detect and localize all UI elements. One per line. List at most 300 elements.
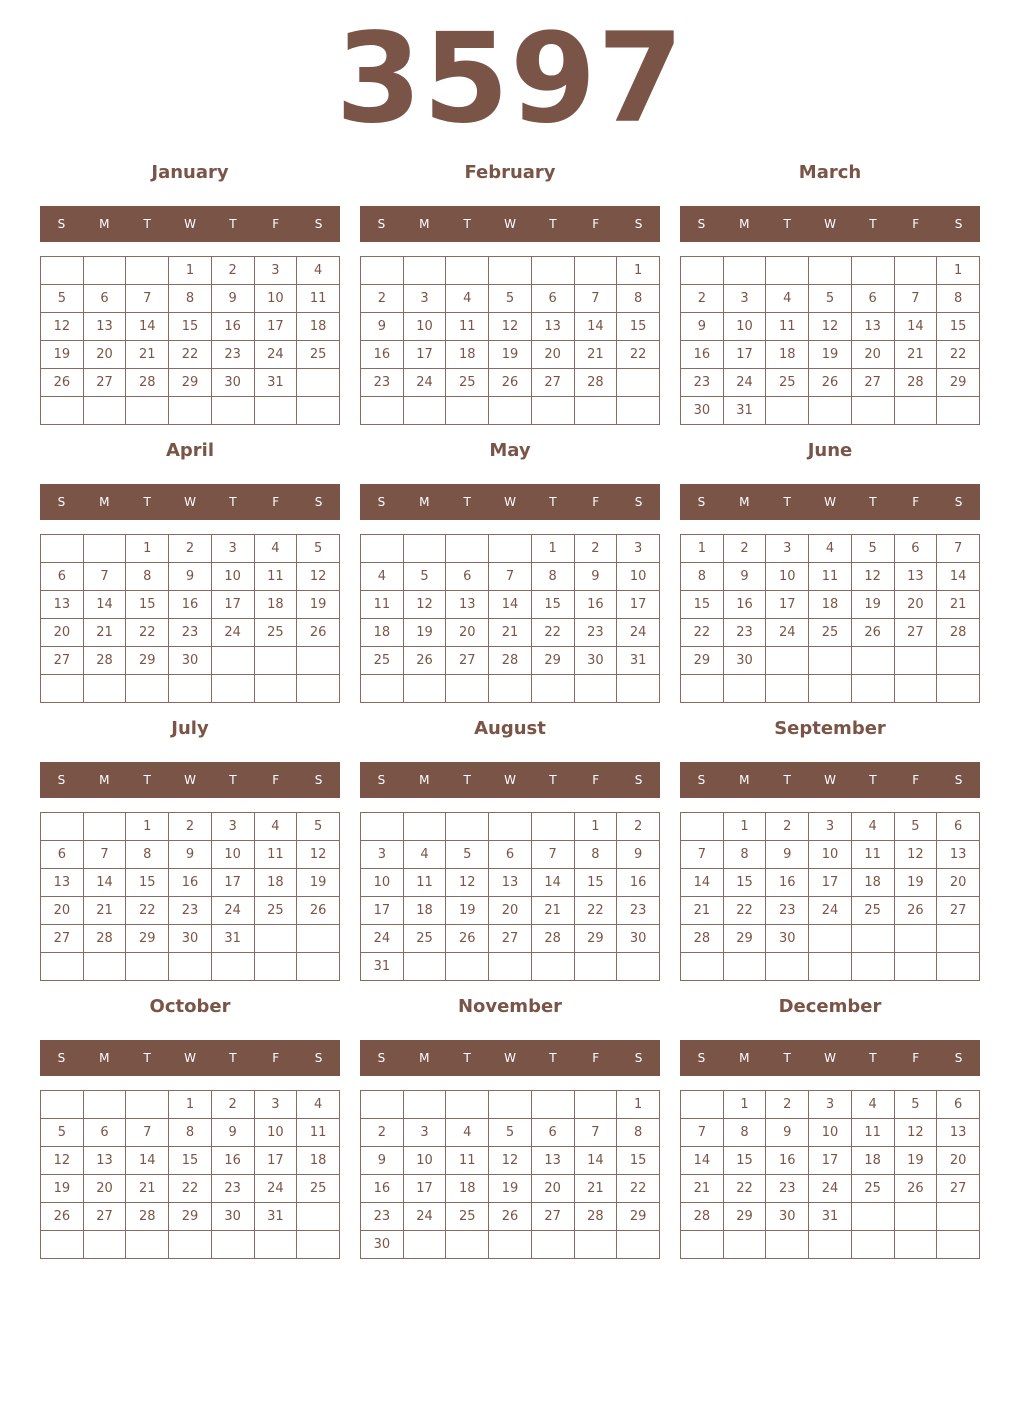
weekday-label: F (272, 217, 280, 231)
day-cell: 22 (723, 897, 766, 925)
day-cell: 20 (489, 897, 532, 925)
weekday-label: T (869, 495, 877, 509)
weekday-label: T (549, 217, 557, 231)
week-row (361, 535, 660, 563)
day-cell: 18 (254, 869, 297, 897)
week-row (41, 535, 340, 563)
empty-day-cell (489, 535, 532, 563)
day-cell: 8 (617, 1119, 660, 1147)
day-cell: 28 (574, 1203, 617, 1231)
day-cell: 14 (574, 313, 617, 341)
week-row (41, 1203, 340, 1231)
day-cell: 26 (894, 897, 937, 925)
day-cell: 14 (489, 591, 532, 619)
day-cell: 14 (894, 313, 937, 341)
weekday-header (360, 1040, 660, 1076)
empty-day-cell (809, 647, 852, 675)
day-cell: 13 (489, 869, 532, 897)
day-cell: 31 (617, 647, 660, 675)
day-cell: 30 (211, 1203, 254, 1231)
day-cell: 1 (169, 257, 212, 285)
empty-day-cell (169, 1231, 212, 1259)
empty-day-cell (894, 925, 937, 953)
weekday-label: W (184, 495, 196, 509)
day-cell: 29 (937, 369, 980, 397)
empty-day-cell (403, 1231, 446, 1259)
week-row (41, 841, 340, 869)
day-cell: 1 (723, 813, 766, 841)
day-cell: 1 (617, 257, 660, 285)
day-cell: 18 (446, 341, 489, 369)
week-row (681, 397, 980, 425)
empty-day-cell (254, 675, 297, 703)
day-cell: 30 (766, 925, 809, 953)
weekday-header (680, 484, 980, 520)
week-row (361, 1147, 660, 1175)
empty-day-cell (446, 397, 489, 425)
week-row (41, 1091, 340, 1119)
month-title: November (457, 996, 563, 1017)
day-cell: 23 (361, 1203, 404, 1231)
day-cell: 29 (169, 1203, 212, 1231)
day-cell: 12 (403, 591, 446, 619)
weekday-header (360, 484, 660, 520)
empty-day-cell (297, 1203, 340, 1231)
day-cell: 18 (809, 591, 852, 619)
day-cell: 15 (126, 869, 169, 897)
weekday-label: M (99, 773, 110, 787)
day-cell: 27 (41, 647, 84, 675)
day-cell: 5 (489, 285, 532, 313)
week-row (361, 619, 660, 647)
day-grid (360, 256, 660, 425)
empty-day-cell (489, 397, 532, 425)
empty-day-cell (126, 675, 169, 703)
empty-day-cell (723, 953, 766, 981)
empty-day-cell (254, 953, 297, 981)
day-grid (360, 534, 660, 703)
day-cell: 19 (403, 619, 446, 647)
day-cell: 4 (254, 813, 297, 841)
day-cell: 8 (126, 563, 169, 591)
empty-day-cell (809, 257, 852, 285)
day-cell: 20 (937, 1147, 980, 1175)
day-cell: 26 (297, 897, 340, 925)
empty-day-cell (851, 675, 894, 703)
day-cell: 3 (254, 1091, 297, 1119)
day-cell: 31 (211, 925, 254, 953)
day-cell: 18 (297, 1147, 340, 1175)
day-cell: 6 (489, 841, 532, 869)
empty-day-cell (723, 675, 766, 703)
day-cell: 2 (361, 1119, 404, 1147)
weekday-label: W (184, 1051, 196, 1065)
weekday-label: T (463, 495, 471, 509)
day-cell: 10 (254, 285, 297, 313)
weekday-label: S (697, 1051, 706, 1065)
empty-day-cell (531, 1231, 574, 1259)
day-cell: 4 (361, 563, 404, 591)
day-cell: 11 (809, 563, 852, 591)
day-cell: 11 (446, 313, 489, 341)
empty-day-cell (126, 397, 169, 425)
empty-day-cell (531, 953, 574, 981)
empty-day-cell (617, 953, 660, 981)
weekday-label: S (57, 1051, 66, 1065)
day-cell: 7 (937, 535, 980, 563)
weekday-header (40, 1040, 340, 1076)
day-cell: 21 (489, 619, 532, 647)
day-cell: 18 (297, 313, 340, 341)
day-cell: 23 (211, 1175, 254, 1203)
day-cell: 26 (851, 619, 894, 647)
weekday-label: M (419, 495, 430, 509)
day-grid (360, 812, 660, 981)
day-cell: 14 (83, 591, 126, 619)
empty-day-cell (617, 369, 660, 397)
empty-day-cell (254, 397, 297, 425)
week-row (41, 1147, 340, 1175)
week-row (681, 1147, 980, 1175)
week-row (681, 647, 980, 675)
day-cell: 3 (809, 1091, 852, 1119)
empty-day-cell (851, 953, 894, 981)
day-cell: 15 (169, 1147, 212, 1175)
week-row (681, 953, 980, 981)
day-cell: 20 (41, 897, 84, 925)
weekday-label: M (739, 773, 750, 787)
day-cell: 9 (361, 313, 404, 341)
week-row (41, 563, 340, 591)
day-cell: 16 (574, 591, 617, 619)
empty-day-cell (851, 647, 894, 675)
day-cell: 28 (489, 647, 532, 675)
month-title: June (807, 440, 853, 461)
day-cell: 7 (574, 285, 617, 313)
day-cell: 13 (851, 313, 894, 341)
day-cell: 28 (681, 925, 724, 953)
day-grid (680, 534, 980, 703)
day-cell: 26 (403, 647, 446, 675)
day-cell: 19 (41, 1175, 84, 1203)
day-cell: 24 (211, 897, 254, 925)
day-cell: 28 (83, 925, 126, 953)
day-cell: 27 (83, 369, 126, 397)
weekday-label: S (697, 773, 706, 787)
empty-day-cell (851, 925, 894, 953)
day-cell: 29 (126, 647, 169, 675)
week-row (361, 341, 660, 369)
empty-day-cell (41, 535, 84, 563)
day-cell: 15 (126, 591, 169, 619)
day-cell: 30 (169, 925, 212, 953)
day-cell: 24 (766, 619, 809, 647)
day-cell: 16 (211, 313, 254, 341)
day-cell: 25 (297, 1175, 340, 1203)
day-cell: 30 (361, 1231, 404, 1259)
empty-day-cell (126, 257, 169, 285)
day-cell: 26 (894, 1175, 937, 1203)
week-row (41, 369, 340, 397)
day-cell: 28 (681, 1203, 724, 1231)
day-cell: 17 (766, 591, 809, 619)
day-grid (680, 812, 980, 981)
empty-day-cell (894, 1203, 937, 1231)
day-cell: 30 (574, 647, 617, 675)
empty-day-cell (361, 675, 404, 703)
weekday-label: F (912, 495, 920, 509)
empty-day-cell (41, 1091, 84, 1119)
empty-day-cell (617, 397, 660, 425)
empty-day-cell (126, 953, 169, 981)
empty-day-cell (681, 813, 724, 841)
day-cell: 13 (83, 313, 126, 341)
day-cell: 17 (723, 341, 766, 369)
day-cell: 9 (361, 1147, 404, 1175)
day-cell: 14 (681, 869, 724, 897)
day-cell: 12 (489, 1147, 532, 1175)
weekday-label: S (377, 1051, 386, 1065)
empty-day-cell (254, 925, 297, 953)
weekday-label: S (377, 773, 386, 787)
weekday-header (360, 762, 660, 798)
week-row (41, 591, 340, 619)
day-cell: 22 (126, 897, 169, 925)
day-cell: 8 (169, 285, 212, 313)
empty-day-cell (809, 397, 852, 425)
week-row (361, 925, 660, 953)
week-row (681, 1203, 980, 1231)
day-cell: 17 (254, 1147, 297, 1175)
week-row (361, 869, 660, 897)
weekday-header (680, 1040, 980, 1076)
day-cell: 6 (894, 535, 937, 563)
day-cell: 20 (83, 341, 126, 369)
empty-day-cell (894, 1231, 937, 1259)
weekday-label: T (549, 773, 557, 787)
day-cell: 18 (851, 869, 894, 897)
day-cell: 5 (41, 1119, 84, 1147)
day-cell: 7 (681, 1119, 724, 1147)
day-cell: 20 (41, 619, 84, 647)
day-cell: 25 (446, 369, 489, 397)
week-row (681, 1231, 980, 1259)
week-row (681, 1091, 980, 1119)
day-cell: 20 (894, 591, 937, 619)
day-cell: 26 (489, 369, 532, 397)
day-cell: 31 (723, 397, 766, 425)
day-cell: 11 (297, 285, 340, 313)
weekday-label: S (634, 773, 643, 787)
empty-day-cell (766, 953, 809, 981)
day-cell: 29 (723, 1203, 766, 1231)
day-cell: 3 (254, 257, 297, 285)
day-cell: 25 (766, 369, 809, 397)
weekday-label: W (184, 217, 196, 231)
day-cell: 4 (851, 813, 894, 841)
day-cell: 10 (809, 1119, 852, 1147)
day-cell: 2 (617, 813, 660, 841)
day-cell: 13 (41, 591, 84, 619)
day-cell: 29 (681, 647, 724, 675)
empty-day-cell (937, 953, 980, 981)
day-cell: 23 (766, 1175, 809, 1203)
day-cell: 12 (809, 313, 852, 341)
empty-day-cell (211, 675, 254, 703)
empty-day-cell (937, 675, 980, 703)
day-cell: 19 (446, 897, 489, 925)
week-row (361, 1091, 660, 1119)
empty-day-cell (531, 257, 574, 285)
empty-day-cell (766, 675, 809, 703)
day-cell: 15 (723, 869, 766, 897)
month-title: March (798, 162, 862, 183)
weekday-label: M (419, 773, 430, 787)
empty-day-cell (83, 953, 126, 981)
day-cell: 21 (574, 1175, 617, 1203)
empty-day-cell (681, 953, 724, 981)
day-cell: 4 (297, 1091, 340, 1119)
month-title: April (165, 440, 215, 461)
month-title: August (474, 718, 546, 739)
day-cell: 11 (851, 1119, 894, 1147)
day-cell: 25 (403, 925, 446, 953)
day-cell: 21 (937, 591, 980, 619)
empty-day-cell (809, 925, 852, 953)
empty-day-cell (766, 647, 809, 675)
weekday-label: F (592, 217, 600, 231)
week-row (361, 1175, 660, 1203)
empty-day-cell (41, 953, 84, 981)
empty-day-cell (254, 647, 297, 675)
day-cell: 11 (254, 563, 297, 591)
day-cell: 4 (297, 257, 340, 285)
day-cell: 13 (937, 1119, 980, 1147)
day-cell: 7 (489, 563, 532, 591)
day-cell: 17 (809, 869, 852, 897)
empty-day-cell (297, 925, 340, 953)
day-cell: 15 (937, 313, 980, 341)
day-cell: 31 (254, 1203, 297, 1231)
week-row (41, 925, 340, 953)
day-cell: 9 (766, 1119, 809, 1147)
week-row (361, 1231, 660, 1259)
day-cell: 28 (531, 925, 574, 953)
day-cell: 1 (531, 535, 574, 563)
empty-day-cell (681, 257, 724, 285)
day-cell: 7 (894, 285, 937, 313)
day-cell: 21 (83, 619, 126, 647)
day-cell: 5 (297, 535, 340, 563)
day-cell: 14 (126, 1147, 169, 1175)
weekday-label: S (314, 1051, 323, 1065)
weekday-label: T (869, 1051, 877, 1065)
week-row (41, 897, 340, 925)
day-cell: 23 (169, 897, 212, 925)
day-cell: 10 (809, 841, 852, 869)
weekday-label: S (57, 217, 66, 231)
empty-day-cell (83, 1231, 126, 1259)
day-cell: 30 (617, 925, 660, 953)
day-cell: 13 (83, 1147, 126, 1175)
day-cell: 24 (617, 619, 660, 647)
weekday-label: T (463, 1051, 471, 1065)
day-cell: 28 (894, 369, 937, 397)
day-cell: 16 (723, 591, 766, 619)
week-row (41, 313, 340, 341)
day-cell: 13 (937, 841, 980, 869)
day-cell: 27 (894, 619, 937, 647)
empty-day-cell (489, 1091, 532, 1119)
weekday-label: T (783, 217, 791, 231)
empty-day-cell (297, 1231, 340, 1259)
empty-day-cell (723, 1231, 766, 1259)
day-cell: 27 (489, 925, 532, 953)
week-row (361, 841, 660, 869)
weekday-label: M (739, 217, 750, 231)
day-cell: 8 (937, 285, 980, 313)
week-row (361, 647, 660, 675)
empty-day-cell (937, 1231, 980, 1259)
day-cell: 16 (361, 1175, 404, 1203)
empty-day-cell (361, 397, 404, 425)
empty-day-cell (83, 257, 126, 285)
day-cell: 29 (574, 925, 617, 953)
month-title: October (149, 996, 231, 1017)
day-cell: 31 (809, 1203, 852, 1231)
empty-day-cell (169, 397, 212, 425)
empty-day-cell (489, 675, 532, 703)
day-cell: 10 (403, 1147, 446, 1175)
empty-day-cell (126, 1091, 169, 1119)
empty-day-cell (446, 813, 489, 841)
day-cell: 27 (937, 897, 980, 925)
weekday-label: T (143, 1051, 151, 1065)
empty-day-cell (574, 953, 617, 981)
week-row (681, 591, 980, 619)
week-row (361, 1119, 660, 1147)
day-cell: 22 (169, 341, 212, 369)
empty-day-cell (894, 647, 937, 675)
weekday-label: T (229, 1051, 237, 1065)
day-cell: 15 (681, 591, 724, 619)
day-cell: 22 (617, 341, 660, 369)
day-grid (680, 256, 980, 425)
day-cell: 4 (254, 535, 297, 563)
weekday-header (360, 206, 660, 242)
empty-day-cell (297, 369, 340, 397)
weekday-label: S (377, 495, 386, 509)
day-cell: 23 (681, 369, 724, 397)
day-cell: 8 (681, 563, 724, 591)
day-cell: 11 (361, 591, 404, 619)
empty-day-cell (41, 397, 84, 425)
empty-day-cell (403, 1091, 446, 1119)
day-cell: 4 (403, 841, 446, 869)
week-row (681, 341, 980, 369)
week-row (361, 953, 660, 981)
day-cell: 6 (937, 1091, 980, 1119)
empty-day-cell (489, 813, 532, 841)
day-cell: 27 (851, 369, 894, 397)
day-cell: 13 (531, 313, 574, 341)
day-cell: 1 (574, 813, 617, 841)
day-cell: 10 (361, 869, 404, 897)
day-cell: 29 (126, 925, 169, 953)
weekday-label: W (184, 773, 196, 787)
weekday-label: F (912, 1051, 920, 1065)
day-cell: 18 (361, 619, 404, 647)
